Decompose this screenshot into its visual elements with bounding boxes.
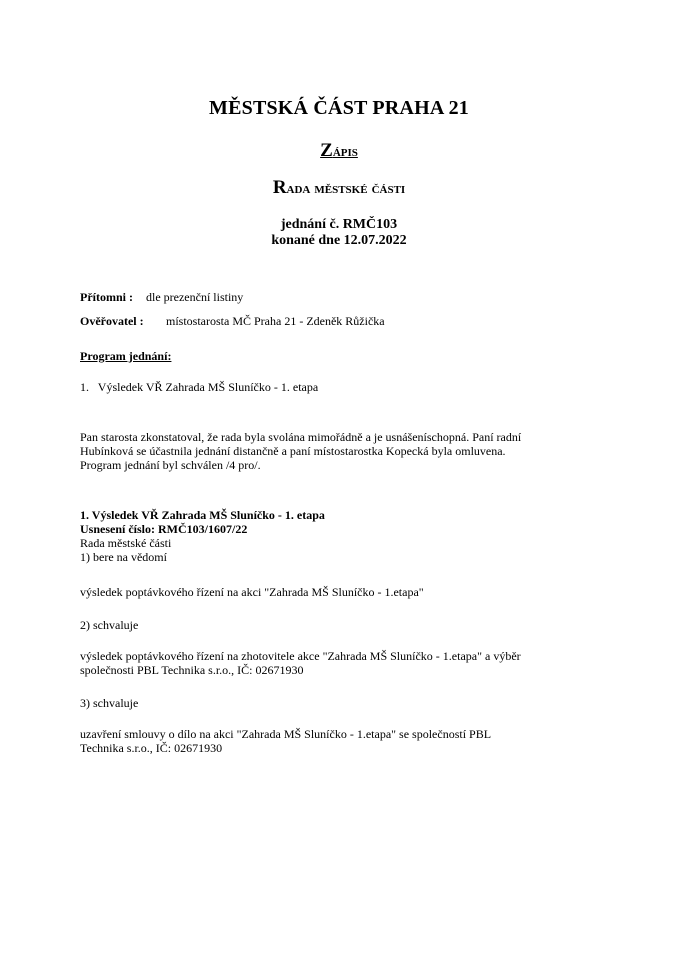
org-title: MĚSTSKÁ ČÁST PRAHA 21 xyxy=(209,97,469,119)
verifier-label: Ověřovatel : xyxy=(80,314,144,328)
body-rest: ada městské části xyxy=(286,180,406,197)
point-1-text: výsledek poptávkového řízení na akci "Zahrada MŠ Sluníčko - 1.etapa" xyxy=(80,585,424,599)
body-initial: R xyxy=(272,177,287,198)
point-3-text-line-2: Technika s.r.o., IČ: 02671930 xyxy=(80,741,223,755)
resolution-title: 1. Výsledek VŘ Zahrada MŠ Sluníčko - 1. etapa xyxy=(80,508,325,522)
intro-line-3: Program jednání byl schválen /4 pro/. xyxy=(80,458,261,472)
point-3-heading: 3) schvaluje xyxy=(80,696,139,710)
point-2-heading: 2) schvaluje xyxy=(80,618,139,632)
doc-type-heading xyxy=(0,140,678,162)
point-1-heading: 1) bere na vědomí xyxy=(80,550,167,564)
resolution-number: Usnesení číslo: RMČ103/1607/22 xyxy=(80,522,248,536)
point-2-text-line-2: společnosti PBL Technika s.r.o., IČ: 02671930 xyxy=(80,663,304,677)
doc-type-rest: ápis xyxy=(332,143,358,160)
intro-line-2: Hubínková se účastnila jednání distančně a paní místostarostka Kopecká byla omluvena. xyxy=(80,444,506,458)
verifier-row xyxy=(80,314,600,328)
verifier-value: místostarosta MČ Praha 21 - Zdeněk Růžička xyxy=(166,314,385,328)
meeting-date: konané dne 12.07.2022 xyxy=(271,233,407,248)
point-2-text-line-1: výsledek poptávkového řízení na zhotovitele akce "Zahrada MŠ Sluníčko - 1.etapa" a výběr xyxy=(80,649,521,663)
resolution-body: Rada městské části xyxy=(80,536,172,550)
intro-line-1: Pan starosta zkonstatoval, že rada byla svolána mimořádně a je usnášeníschopná. Paní radní xyxy=(80,430,522,444)
present-label: Přítomni : xyxy=(80,290,133,304)
doc-type-initial: Z xyxy=(320,140,333,161)
agenda-item: 1. Výsledek VŘ Zahrada MŠ Sluníčko - 1. etapa xyxy=(80,380,319,394)
point-3-text-line-1: uzavření smlouvy o dílo na akci "Zahrada MŠ Sluníčko - 1.etapa" se společností PBL xyxy=(80,727,492,741)
present-row xyxy=(80,290,600,304)
agenda-heading: Program jednání: xyxy=(80,349,172,363)
meeting-info xyxy=(0,217,678,249)
present-value: dle prezenční listiny xyxy=(146,290,244,304)
meeting-number: jednání č. RMČ103 xyxy=(280,217,398,232)
body-heading xyxy=(0,177,678,199)
